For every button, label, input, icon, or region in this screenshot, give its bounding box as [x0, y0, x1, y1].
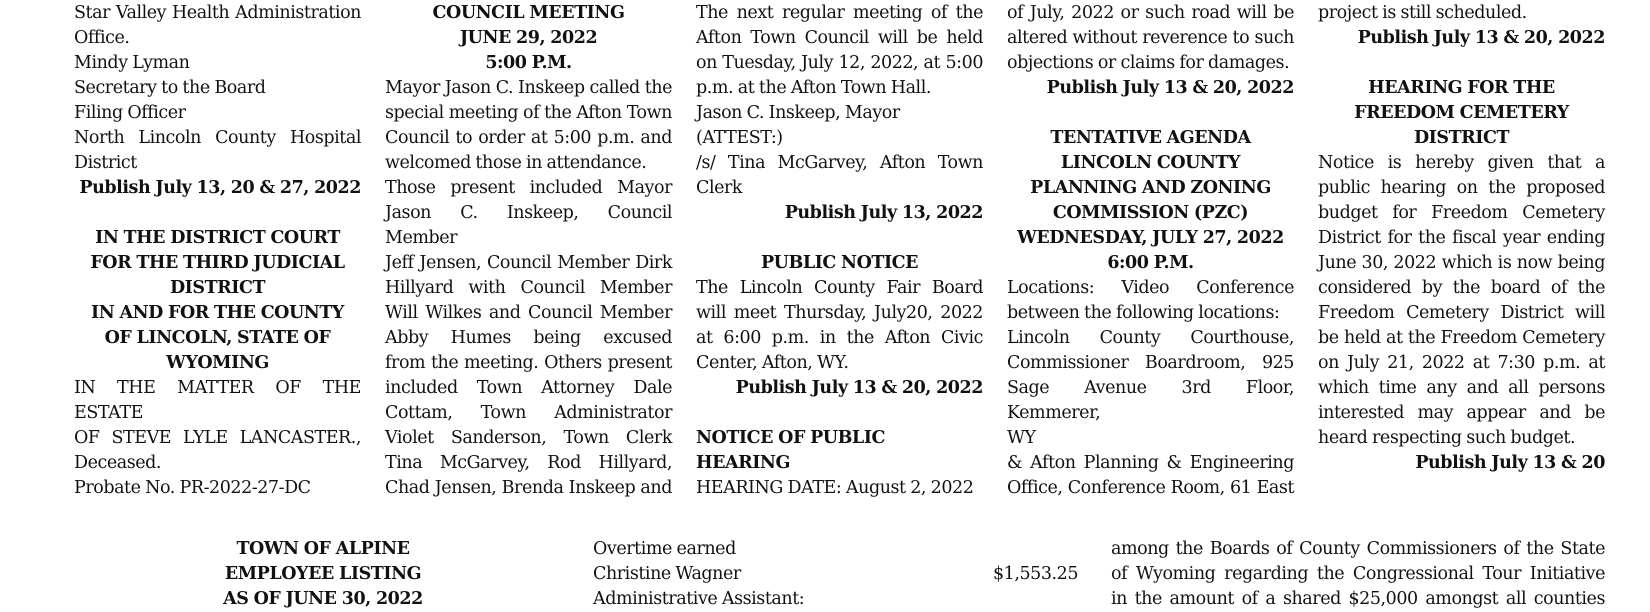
text-line: on July 21, 2022 at 7:30 p.m. at: [1318, 353, 1605, 373]
text-line: from the meeting. Others present: [385, 353, 672, 373]
notice-heading: FREEDOM CEMETERY: [1354, 103, 1569, 123]
text-line: Jason C. Inskeep, Council Member: [385, 203, 672, 248]
text-line: Office.: [74, 28, 130, 48]
notice-heading: DISTRICT: [1413, 128, 1510, 148]
text-line: among the Boards of County Commissioners of the State: [1111, 539, 1605, 559]
notice-heading: LINCOLN COUNTY: [1060, 153, 1241, 173]
commissioners-text: [1111, 537, 1605, 612]
notice-heading: WYOMING: [166, 353, 269, 373]
text-line: Probate No. PR-2022-27-DC: [74, 478, 311, 498]
text-line: public hearing on the proposed: [1318, 178, 1605, 198]
text-line: Deceased.: [74, 453, 162, 473]
text-line: Mayor Jason C. Inskeep called the: [385, 78, 672, 98]
text-line: HEARING DATE: August 2, 2022: [696, 478, 974, 498]
text-line: Notice is hereby given that a: [1318, 153, 1605, 173]
column-5: [1318, 1, 1605, 476]
text-line: be held at the Freedom Cemetery: [1318, 328, 1605, 348]
column-1: [74, 1, 361, 501]
text-line: WY: [1007, 428, 1036, 448]
column-3: [696, 1, 983, 501]
text-line: of July, 2022 or such road will be: [1007, 3, 1294, 23]
publish-line: Publish July 13 & 20, 2022: [1357, 28, 1605, 48]
text-line: Lincoln County Courthouse,: [1007, 328, 1294, 348]
text-line: between the following locations:: [1007, 303, 1280, 323]
text-line: which time any and all persons: [1318, 378, 1605, 398]
notice-heading: PLANNING AND ZONING: [1030, 178, 1271, 198]
notice-heading: JUNE 29, 2022: [459, 28, 598, 48]
notice-heading: DISTRICT: [169, 278, 266, 298]
text-line: in the amount of a shared $25,000 amongst all counties: [1111, 589, 1605, 609]
text-line: Locations: Video Conference: [1007, 278, 1294, 298]
payroll-label: Administrative Assistant:: [593, 589, 805, 609]
text-line: North Lincoln County Hospital: [74, 128, 361, 148]
notice-heading: IN THE DISTRICT COURT: [95, 228, 340, 248]
text-line: heard respecting such budget.: [1318, 428, 1576, 448]
text-line: June 30, 2022 which is now being: [1318, 253, 1605, 273]
text-line: Mindy Lyman: [74, 53, 190, 73]
text-line: project is still scheduled.: [1318, 3, 1527, 23]
text-line: will meet Thursday, July20, 2022: [696, 303, 983, 323]
payroll-amount: $1,553.25: [992, 564, 1078, 584]
text-line: Star Valley Health Administration: [74, 3, 361, 23]
text-line: The next regular meeting of the: [696, 3, 983, 23]
text-line: special meeting of the Afton Town: [385, 103, 672, 123]
notice-heading: FOR THE THIRD JUDICIAL: [90, 253, 345, 273]
text-line: Office, Conference Room, 61 East: [1007, 478, 1294, 498]
text-line: District for the fiscal year ending: [1318, 228, 1605, 248]
text-line: p.m. at the Afton Town Hall.: [696, 78, 931, 98]
text-line: OF STEVE LYLE LANCASTER.,: [74, 428, 361, 448]
text-line: altered without reverence to such: [1007, 28, 1294, 48]
notice-heading: AS OF JUNE 30, 2022: [223, 589, 423, 609]
publish-line: Publish July 13 & 20, 2022: [735, 378, 983, 398]
text-line: of Wyoming regarding the Congressional Tour Initiative: [1111, 564, 1605, 584]
text-line: Sage Avenue 3rd Floor, Kemmerer,: [1007, 378, 1294, 423]
text-line: (ATTEST:): [696, 128, 783, 148]
payroll-row: [593, 562, 1078, 587]
notice-heading: IN AND FOR THE COUNTY: [91, 303, 344, 323]
notice-heading: NOTICE OF PUBLIC HEARING: [696, 428, 885, 473]
text-line: Center, Afton, WY.: [696, 353, 849, 373]
text-line: IN THE MATTER OF THE ESTATE: [74, 378, 361, 423]
text-line: Filing Officer: [74, 103, 186, 123]
text-line: Cottam, Town Administrator: [385, 403, 672, 423]
alpine-listing-heading: [210, 537, 436, 612]
text-line: on Tuesday, July 12, 2022, at 5:00: [696, 53, 983, 73]
text-line: Abby Humes being excused: [385, 328, 672, 348]
text-line: budget for Freedom Cemetery: [1318, 203, 1605, 223]
text-line: Jeff Jensen, Council Member Dirk: [385, 253, 672, 273]
notice-heading: EMPLOYEE LISTING: [224, 564, 422, 584]
notice-heading: TOWN OF ALPINE: [236, 539, 410, 559]
publish-line: Publish July 13, 2022: [784, 203, 983, 223]
text-line: Commissioner Boardroom, 925: [1007, 353, 1294, 373]
column-2: [385, 1, 672, 501]
text-line: Will Wilkes and Council Member: [385, 303, 672, 323]
text-line: welcomed those in attendance.: [385, 153, 647, 173]
notice-heading: TENTATIVE AGENDA: [1050, 128, 1251, 148]
notice-heading: 6:00 P.M.: [1107, 253, 1194, 273]
text-line: Violet Sanderson, Town Clerk: [385, 428, 672, 448]
text-line: interested may appear and be: [1318, 403, 1605, 423]
publish-line: Publish July 13 & 20: [1415, 453, 1605, 473]
text-line: Hillyard with Council Member: [385, 278, 672, 298]
notice-heading: COUNCIL MEETING: [432, 3, 625, 23]
text-line: /s/ Tina McGarvey, Afton Town: [696, 153, 983, 173]
text-line: The Lincoln County Fair Board: [696, 278, 983, 298]
text-line: Council to order at 5:00 p.m. and: [385, 128, 672, 148]
text-line: Afton Town Council will be held: [696, 28, 983, 48]
text-line: objections or claims for damages.: [1007, 53, 1290, 73]
text-line: at 6:00 p.m. in the Afton Civic: [696, 328, 983, 348]
text-line: included Town Attorney Dale: [385, 378, 672, 398]
employee-name: Christine Wagner: [593, 564, 741, 584]
payroll-label: Overtime earned: [593, 539, 736, 559]
text-line: & Afton Planning & Engineering: [1007, 453, 1294, 473]
text-line: Secretary to the Board: [74, 78, 266, 98]
text-line: Clerk: [696, 178, 743, 198]
text-line: Those present included Mayor: [385, 178, 672, 198]
payroll-listing: [593, 537, 1078, 612]
text-line: Freedom Cemetery District will: [1318, 303, 1605, 323]
publish-line: Publish July 13 & 20, 2022: [1046, 78, 1294, 98]
notice-heading: 5:00 P.M.: [485, 53, 572, 73]
text-line: District: [74, 153, 137, 173]
notice-heading: PUBLIC NOTICE: [760, 253, 919, 273]
notice-heading: HEARING FOR THE: [1368, 78, 1555, 98]
notice-heading: WEDNESDAY, JULY 27, 2022: [1017, 228, 1284, 248]
notice-heading: COMMISSION (PZC): [1052, 203, 1249, 223]
text-line: Chad Jensen, Brenda Inskeep and: [385, 478, 672, 498]
text-line: considered by the board of the: [1318, 278, 1605, 298]
text-line: Jason C. Inskeep, Mayor: [696, 103, 900, 123]
column-4: [1007, 1, 1294, 501]
notice-heading: OF LINCOLN, STATE OF: [104, 328, 331, 348]
text-line: Tina McGarvey, Rod Hillyard,: [385, 453, 672, 473]
publish-line: Publish July 13, 20 & 27, 2022: [79, 178, 361, 198]
